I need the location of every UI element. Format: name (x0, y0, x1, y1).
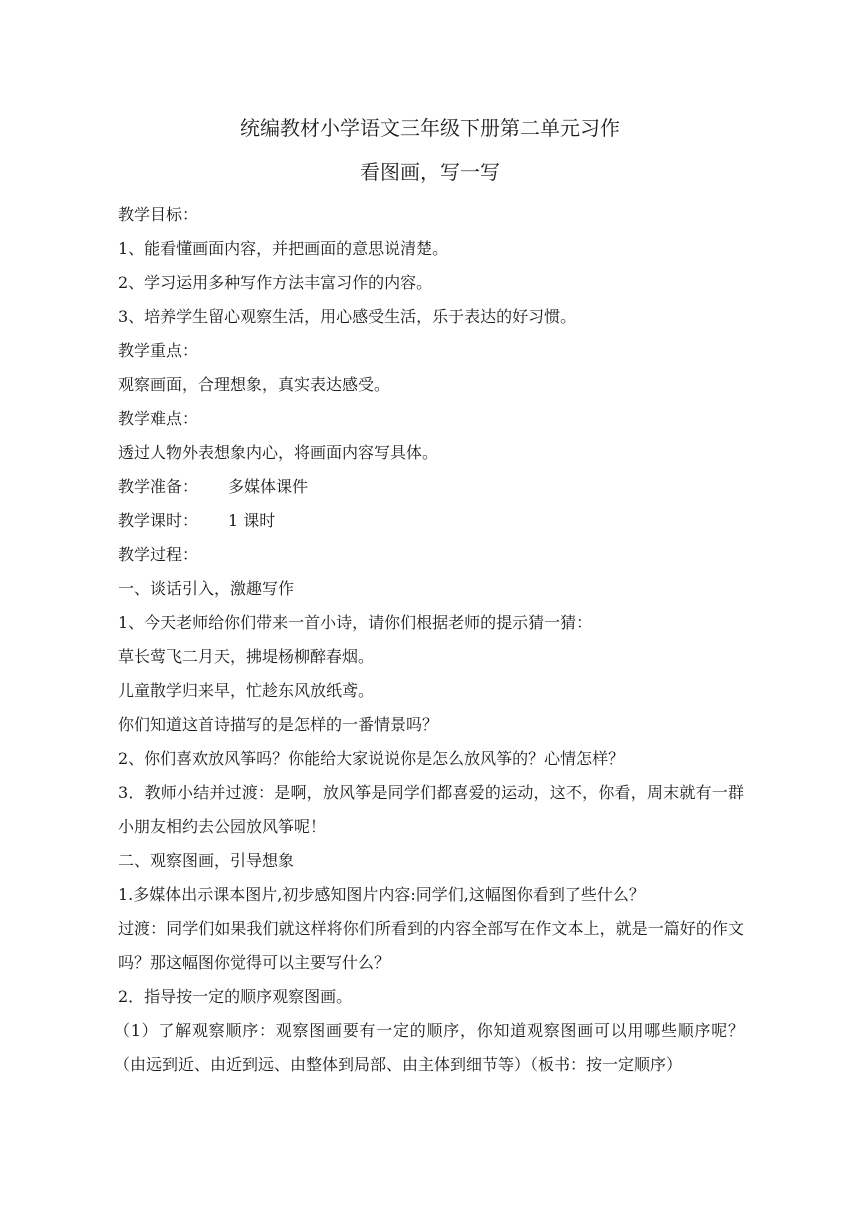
preparation-label: 教学准备： (118, 477, 199, 496)
section-2-paragraph: 过渡：同学们如果我们就这样将你们所看到的内容全部写在作文本上，就是一篇好的作文吗？那这幅图你觉得可以主要写什么？ (118, 919, 744, 972)
process-heading: 教学过程： (118, 545, 199, 564)
section-2-paragraph: 2．指导按一定的顺序观察图画。 (118, 987, 353, 1006)
document-title: 统编教材小学语文三年级下册第二单元习作 (240, 116, 620, 140)
document-body (114, 198, 744, 1082)
key-point-text: 观察画面，合理想象，真实表达感受。 (118, 375, 391, 394)
key-point-heading: 教学重点： (118, 341, 199, 360)
preparation-line (118, 470, 744, 504)
section-1-paragraph: 3．教师小结并过渡：是啊，放风筝是同学们都喜爱的运动，这不，你看，周末就有一群小朋友相约去公园放风筝呢！ (118, 783, 744, 836)
difficulty-heading: 教学难点： (118, 409, 199, 428)
section-1-question: 你们知道这首诗描写的是怎样的一番情景吗？ (118, 715, 439, 734)
objective-item: 1、能看懂画面内容，并把画面的意思说清楚。 (118, 239, 449, 258)
objective-item: 2、学习运用多种写作方法丰富习作的内容。 (118, 273, 433, 292)
objectives-heading: 教学目标： (118, 205, 199, 224)
section-1-title: 一、谈话引入，激趣写作 (118, 579, 295, 598)
section-2-paragraph: （1）了解观察顺序：观察图画要有一定的顺序，你知道观察图画可以用哪些顺序呢？（由远到近、由近到远、由整体到局部、由主体到细节等）（板书：按一定顺序） (114, 1021, 744, 1074)
poem-line: 草长莺飞二月天，拂堤杨柳醉春烟。 (118, 647, 375, 666)
section-1-paragraph: 1、今天老师给你们带来一首小诗，请你们根据老师的提示猜一猜： (118, 613, 593, 632)
objective-item: 3、培养学生留心观察生活，用心感受生活，乐于表达的好习惯。 (118, 307, 577, 326)
poem-line: 儿童散学归来早，忙趁东风放纸鸢。 (118, 681, 375, 700)
document-subtitle: 看图画，写一写 (360, 160, 500, 184)
period-value: 1 课时 (228, 511, 276, 530)
preparation-value: 多媒体课件 (228, 477, 309, 496)
section-2-paragraph: 1.多媒体出示课本图片,初步感知图片内容:同学们,这幅图你看到了些什么？ (118, 885, 645, 904)
period-line (118, 504, 744, 538)
period-label: 教学课时： (118, 511, 199, 530)
difficulty-text: 透过人物外表想象内心，将画面内容写具体。 (118, 443, 439, 462)
section-1-paragraph: 2、你们喜欢放风筝吗？你能给大家说说你是怎么放风筝的？心情怎样？ (118, 749, 625, 768)
section-2-title: 二、观察图画，引导想象 (118, 851, 295, 870)
